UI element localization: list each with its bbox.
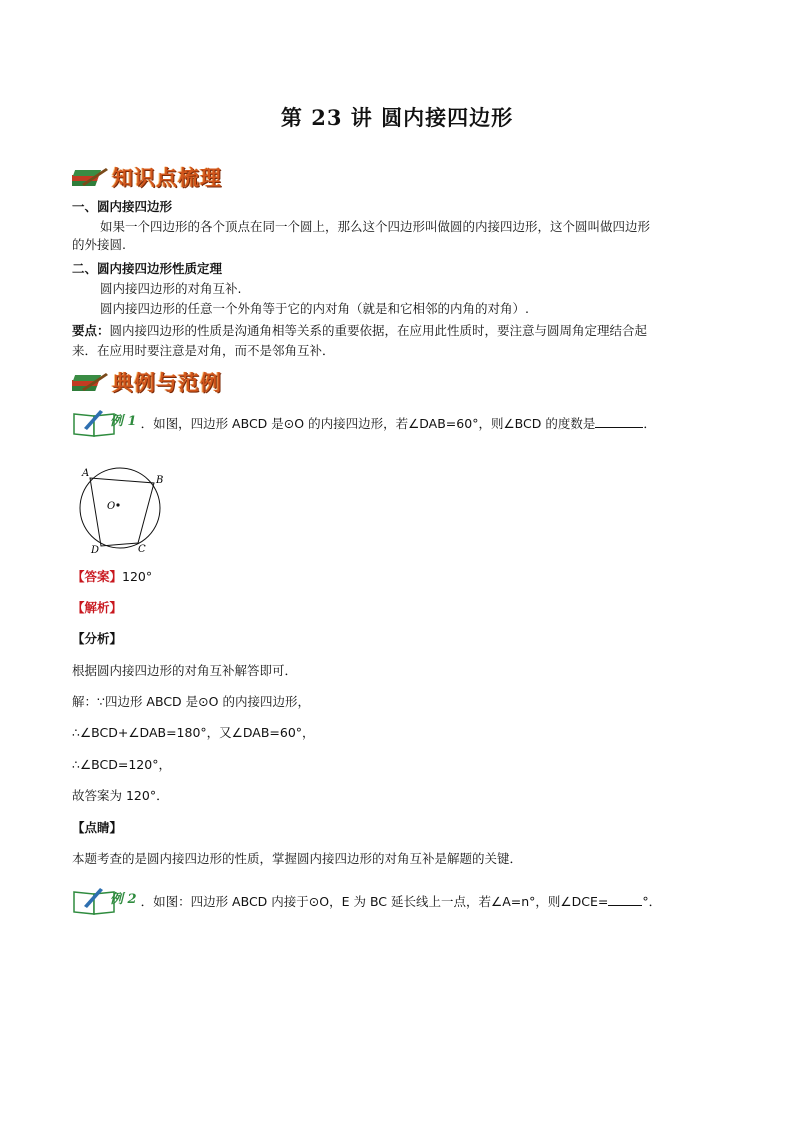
answer-blank [595, 415, 643, 428]
example-1-header [72, 408, 656, 438]
key-text-b: 来．在应用时要注意是对角，而不是邻角互补． [72, 343, 335, 358]
comment-label: 【点睛】 [72, 820, 123, 835]
section-label: 知识点梳理 [112, 166, 222, 190]
example-1-text [141, 414, 656, 432]
analysis-tag [72, 598, 122, 616]
vertex-b-label: B [156, 475, 164, 486]
example-2-question: ．如图：四边形 ABCD 内接于⊙O，E 为 BC 延长线上一点，若∠A=n°，则∠DCE= [140, 894, 609, 909]
analysis-label: 【解析】 [72, 600, 123, 615]
example-label: 例 2 [110, 891, 137, 907]
solution-line-3: ∴∠BCD=120°， [72, 757, 171, 772]
key-label: 要点： [72, 323, 110, 338]
example-2-text [141, 892, 662, 910]
section-banner-knowledge [72, 160, 222, 194]
key-text-a: 圆内接四边形的性质是沟通角相等关系的重要依据，在应用此性质时，要注意与圆周角定理结合起 [109, 323, 648, 338]
answer-blank [608, 893, 642, 906]
paragraph-1b: 的外接圆. [72, 237, 126, 252]
example-1-question: ．如图，四边形 ABCD 是⊙O 的内接四边形，若∠DAB=60°，则∠BCD 的度数是 [140, 416, 596, 431]
fenxi-label: 【分析】 [72, 631, 123, 646]
books-pen-icon [72, 162, 110, 192]
solution-line-4: 故答案为 120°． [72, 788, 169, 803]
key-point [72, 322, 647, 340]
heading-2: 二、圆内接四边形性质定理 [72, 261, 223, 276]
answer-value: 120° [122, 569, 153, 584]
center-o-label: O [107, 501, 116, 512]
vertex-c-label: C [138, 544, 146, 555]
example-2-header [72, 886, 661, 916]
fenxi-tag [72, 629, 122, 647]
comment-tag [72, 818, 122, 836]
fenxi-text: 根据圆内接四边形的对角互补解答即可． [72, 663, 298, 678]
quadrilateral-abcd [90, 478, 154, 546]
solution-line-1: 解：∵四边形 ABCD 是⊙O 的内接四边形， [72, 694, 310, 709]
example-label: 例 1 [110, 413, 137, 429]
answer-line [72, 567, 152, 585]
vertex-a-label: A [82, 468, 90, 479]
paragraph-1a: 如果一个四边形的各个顶点在同一个圆上，那么这个四边形叫做圆的内接四边形，这个圆叫做四边形 [100, 219, 651, 234]
heading-1: 一、圆内接四边形 [72, 199, 173, 214]
example-2-tail: °． [642, 894, 662, 909]
solution-line-2: ∴∠BCD+∠DAB=180°，又∠DAB=60°， [72, 725, 315, 740]
section-banner-examples [72, 365, 222, 399]
paragraph-2: 圆内接四边形的对角互补. [100, 281, 242, 296]
page-title: 第 23 讲 圆内接四边形 [280, 105, 514, 130]
answer-tag: 【答案】 [72, 569, 123, 584]
circle-quadrilateral-figure [74, 464, 170, 556]
vertex-d-label: D [91, 545, 100, 556]
books-pen-icon [72, 367, 110, 397]
comment-text: 本题考查的是圆内接四边形的性质，掌握圆内接四边形的对角互补是解题的关键． [72, 851, 523, 866]
example-1-tail: ． [643, 416, 656, 431]
paragraph-3: 圆内接四边形的任意一个外角等于它的内对角（就是和它相邻的内角的对角）. [100, 301, 529, 316]
section-label: 典例与范例 [112, 371, 222, 395]
center-point [116, 503, 119, 506]
